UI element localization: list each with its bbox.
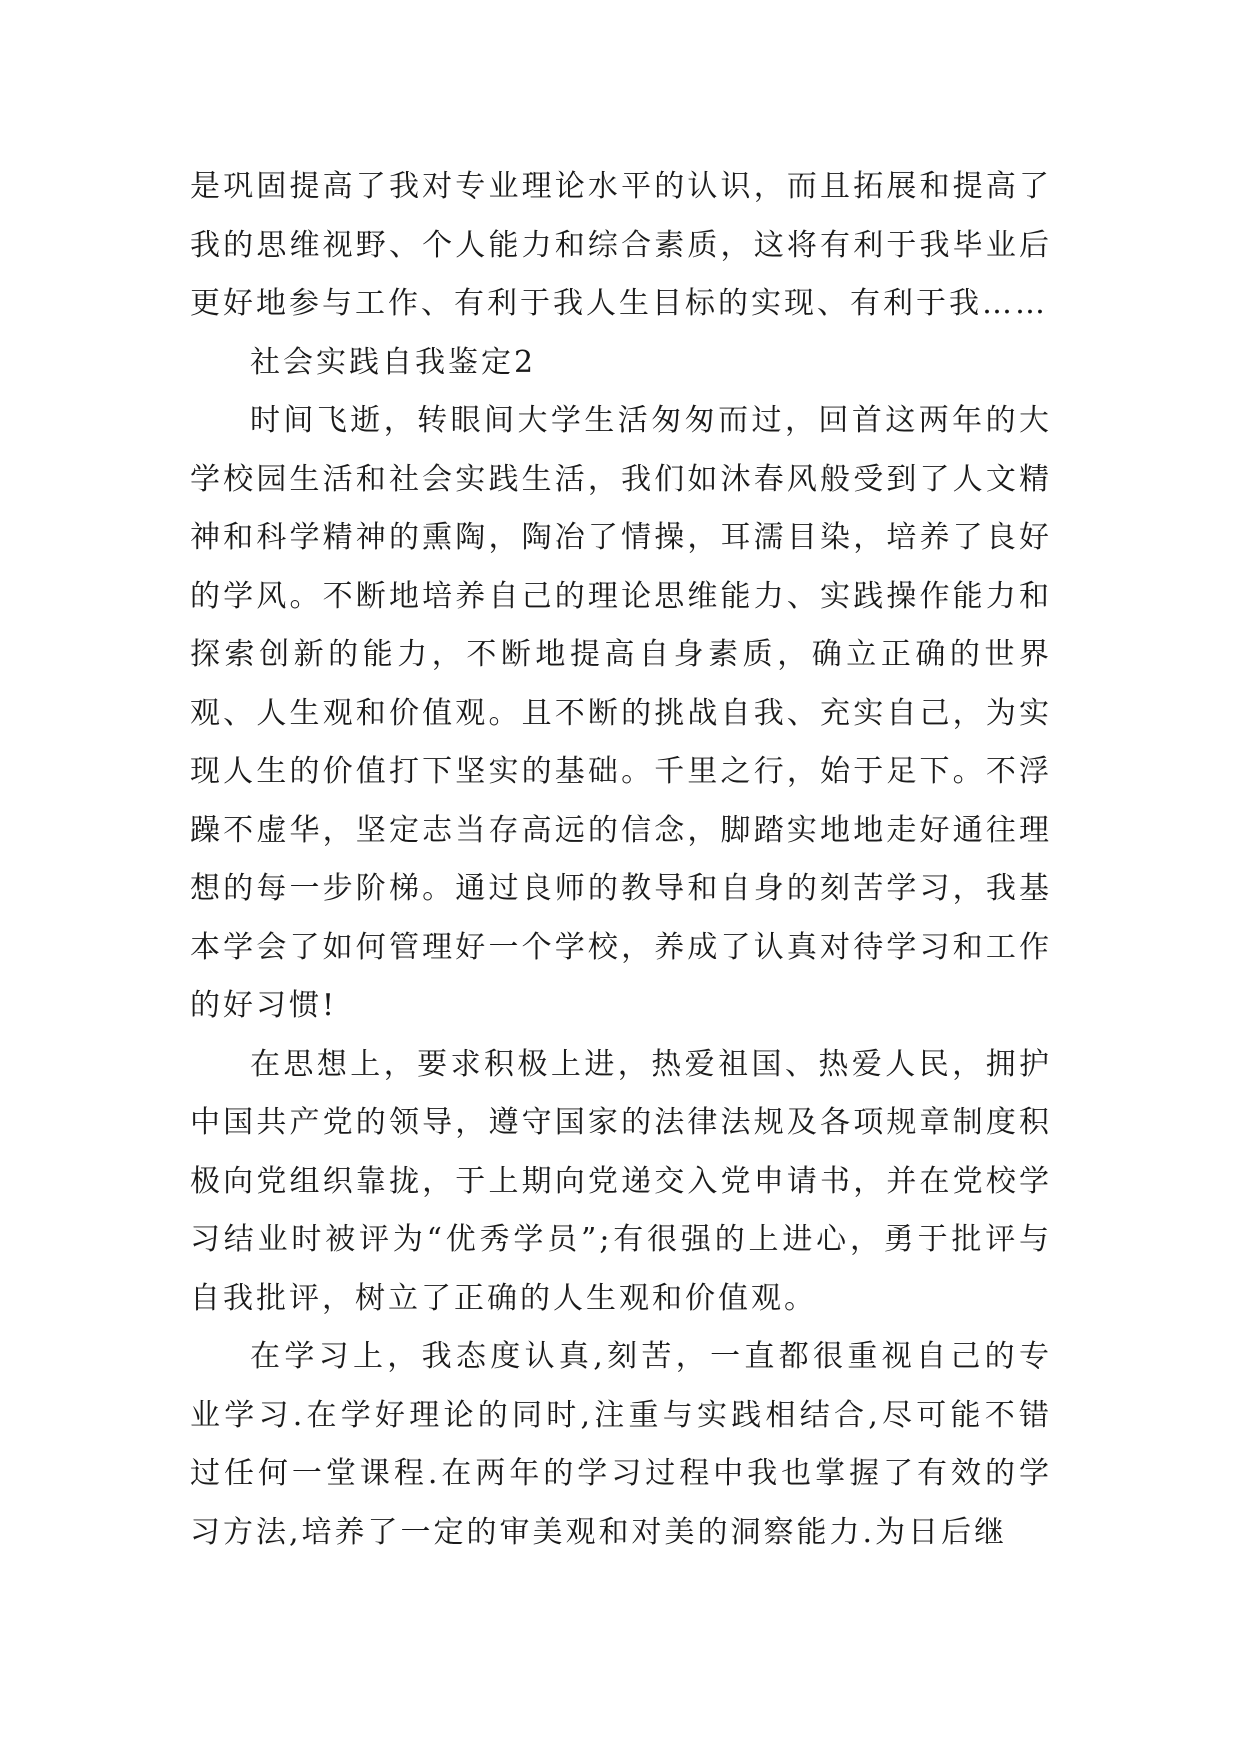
paragraph-intro: 时间飞逝，转眼间大学生活匆匆而过，回首这两年的大学校园生活和社会实践生活，我们如沐春风般受到了人文精神和科学精神的熏陶，陶冶了情操，耳濡目染，培养了良好的学风。不断地培养自己的理论思维能力、实践操作能力和探索创新的能力，不断地提高自身素质，确立正确的世界观、人生观和价值观。且不断的挑战自我、充实自己，为实现人生的价值打下坚实的基础。千里之行，始于足下。不浮躁不虚华，坚定志当存高远的信念，脚踏实地地走好通往理想的每一步阶梯。通过良师的教导和自身的刻苦学习，我基本学会了如何管理好一个学校，养成了认真对待学习和工作的好习惯! <box>190 403 1052 1023</box>
document-body <box>190 158 1052 1562</box>
paragraph-study: 在学习上，我态度认真,刻苦，一直都很重视自己的专业学习.在学好理论的同时,注重与实践相结合,尽可能不错过任何一堂课程.在两年的学习过程中我也掌握了有效的学习方法,培养了一定的审美观和对美的洞察能力.为日后继 <box>190 1339 1052 1550</box>
paragraph-thought: 在思想上，要求积极上进，热爱祖国、热爱人民，拥护中国共产党的领导，遵守国家的法律法规及各项规章制度积极向党组织靠拢，于上期向党递交入党申请书，并在党校学习结业时被评为“优秀学员”;有很强的上进心，勇于批评与自我批评，树立了正确的人生观和价值观。 <box>190 1046 1052 1316</box>
section-heading: 社会实践自我鉴定2 <box>250 344 537 380</box>
paragraph-continued: 是巩固提高了我对专业理论水平的认识，而且拓展和提高了我的思维视野、个人能力和综合素质，这将有利于我毕业后更好地参与工作、有利于我人生目标的实现、有利于我…… <box>190 169 1052 321</box>
